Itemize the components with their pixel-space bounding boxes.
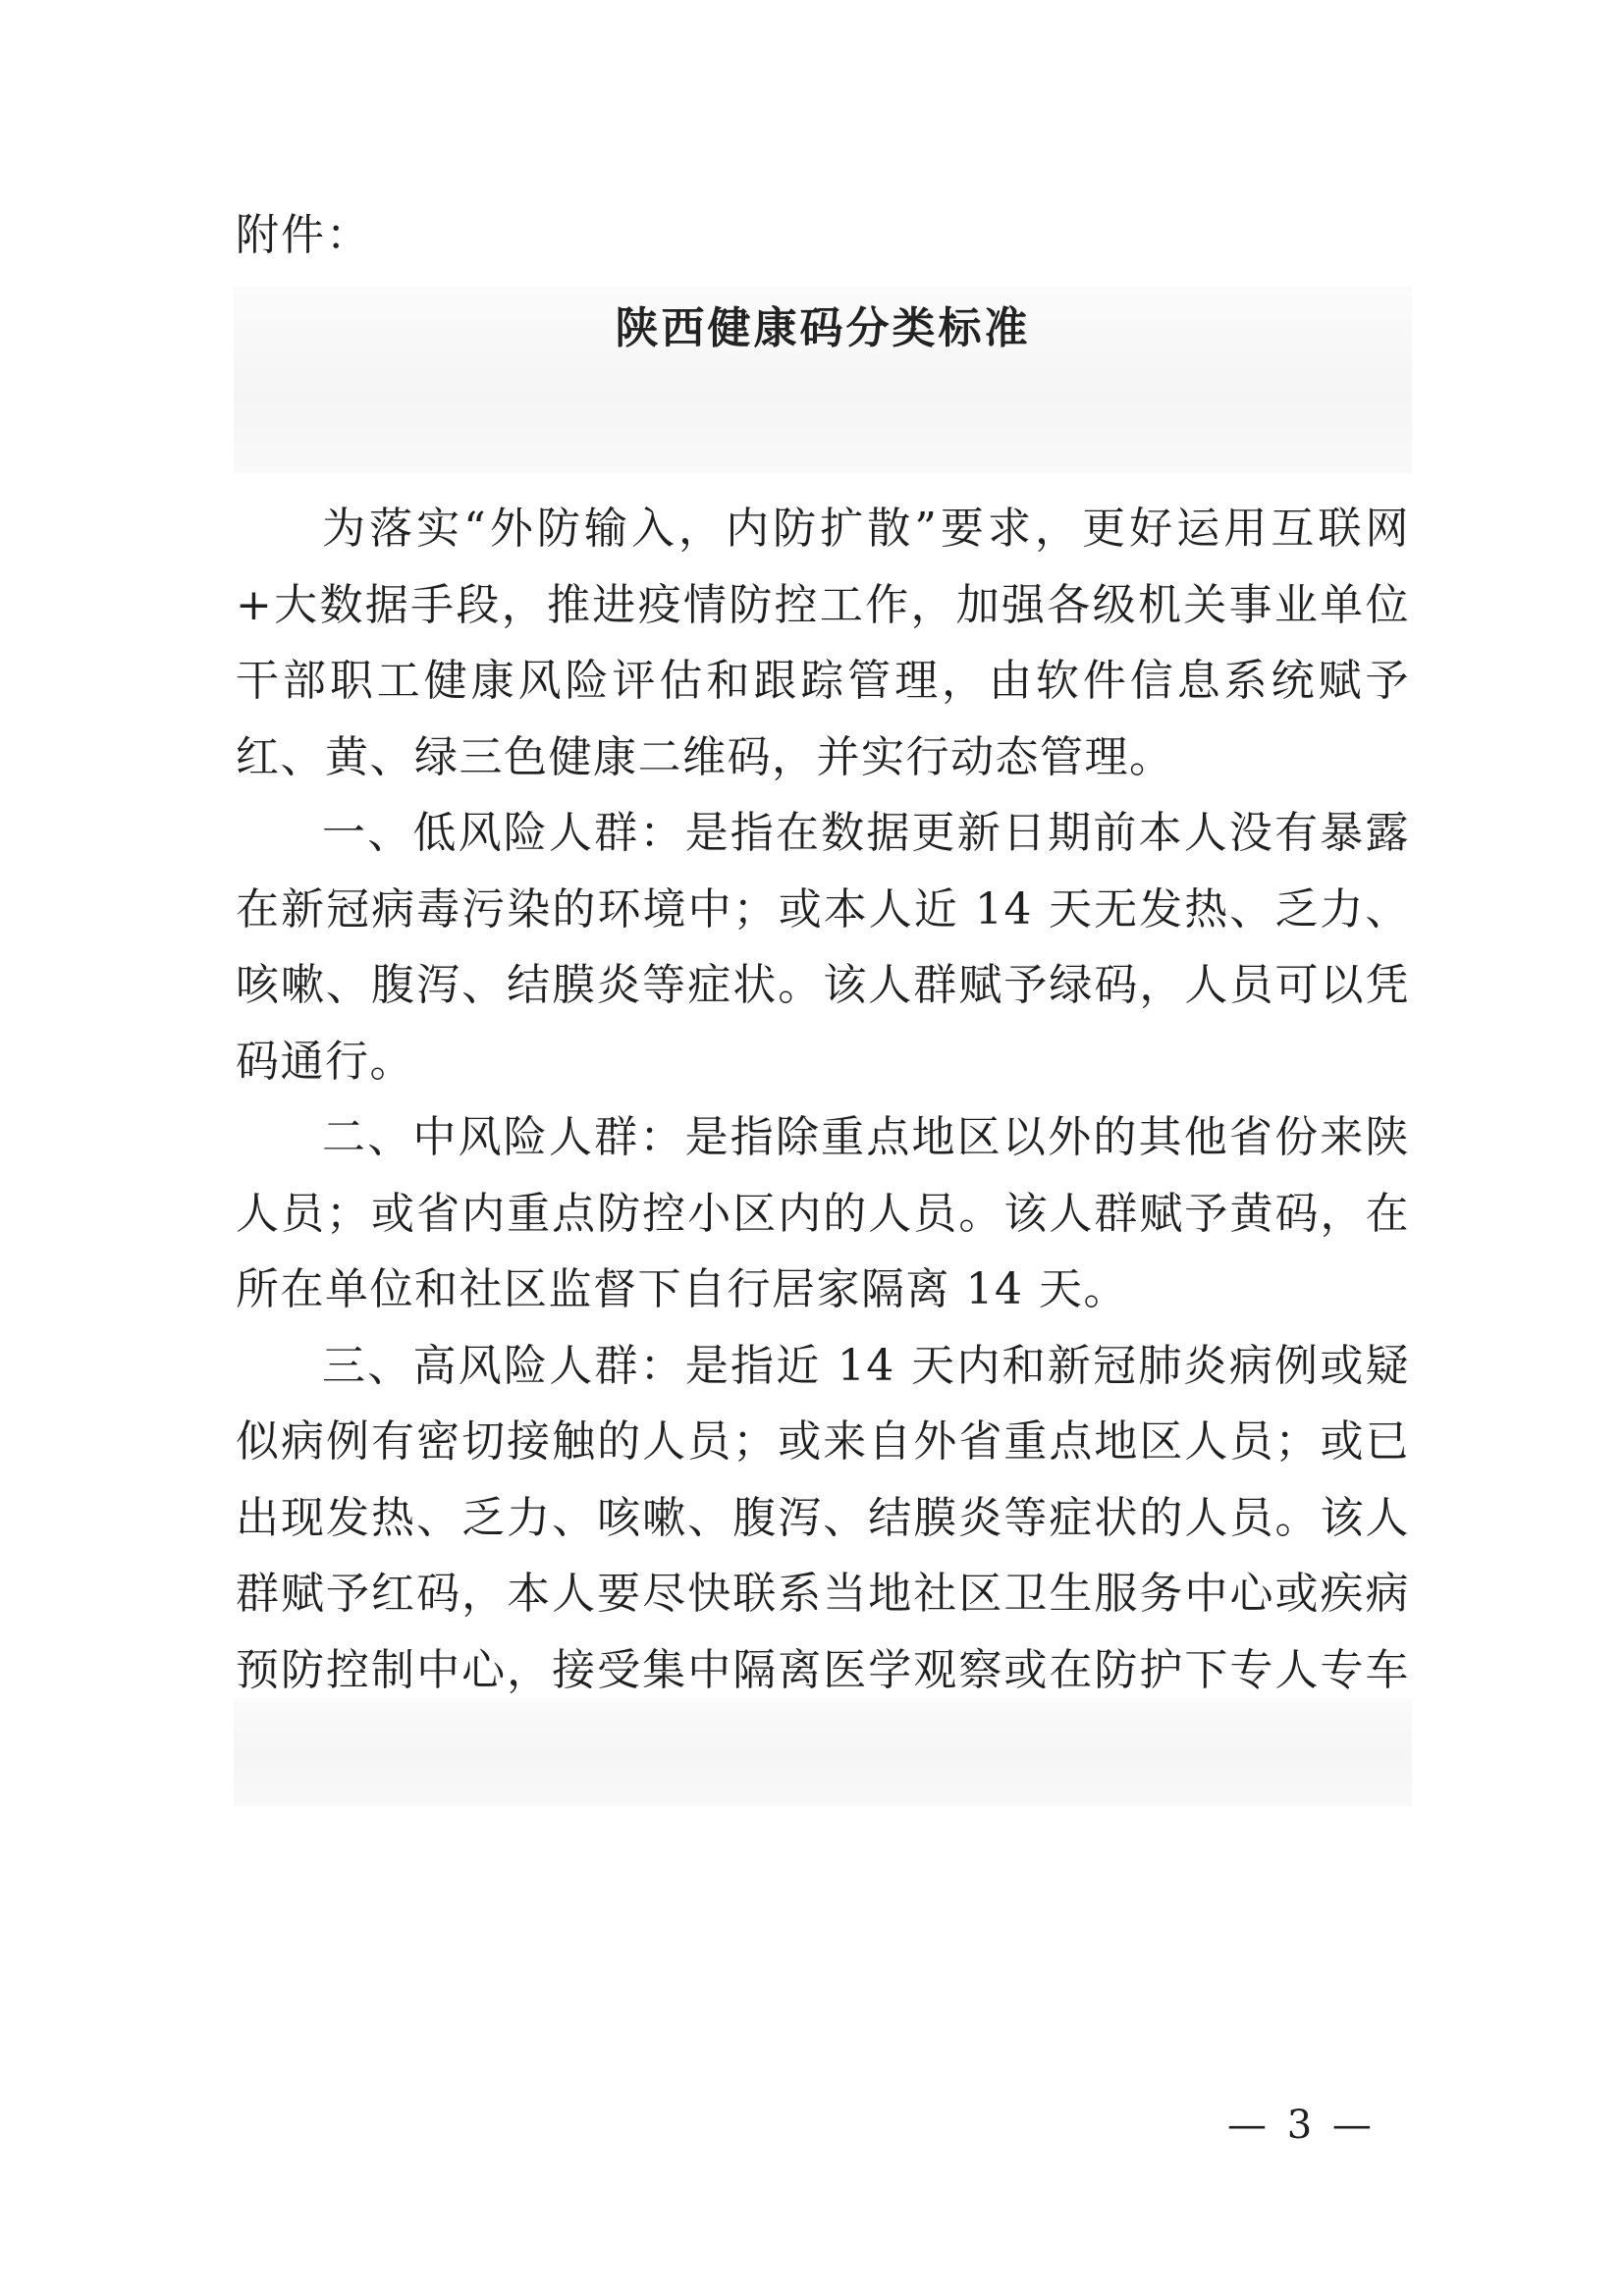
intro-paragraph: 为落实“外防输入，内防扩散”要求，更好运用互联网+大数据手段，推进疫情防控工作，加强各级机关事业单位干部职工健康风险评估和跟踪管理，由软件信息系统赋予红、黄、绿三色健康二维码，并实行动态管理。 [236, 504, 1410, 782]
low-risk-paragraph: 一、低风险人群：是指在数据更新日期前本人没有暴露在新冠病毒污染的环境中；或本人近 14 天无发热、乏力、咳嗽、腹泻、结膜炎等症状。该人群赋予绿码，人员可以凭码通行。 [236, 808, 1410, 1087]
page-number: — 3 — [1227, 2103, 1376, 2148]
document-title: 陕西健康码分类标准 [615, 303, 1031, 353]
footer-background-band [234, 1698, 1412, 1806]
attachment-label: 附件： [236, 210, 371, 260]
medium-risk-paragraph: 二、中风险人群：是指除重点地区以外的其他省份来陕人员；或省内重点防控小区内的人员。该人群赋予黄码，在所在单位和社区监督下自行居家隔离 14 天。 [236, 1112, 1410, 1314]
document-body [236, 491, 1410, 1785]
high-risk-paragraph: 三、高风险人群：是指近 14 天内和新冠肺炎病例或疑似病例有密切接触的人员；或来自外省重点地区人员；或已出现发热、乏力、咳嗽、腹泻、结膜炎等症状的人员。该人群赋予红码，本人要尽快联系当地社区卫生服务中心或疾病预防控制中心，接受集中隔离医学观察或在防护下专人专车 [236, 1340, 1410, 1695]
